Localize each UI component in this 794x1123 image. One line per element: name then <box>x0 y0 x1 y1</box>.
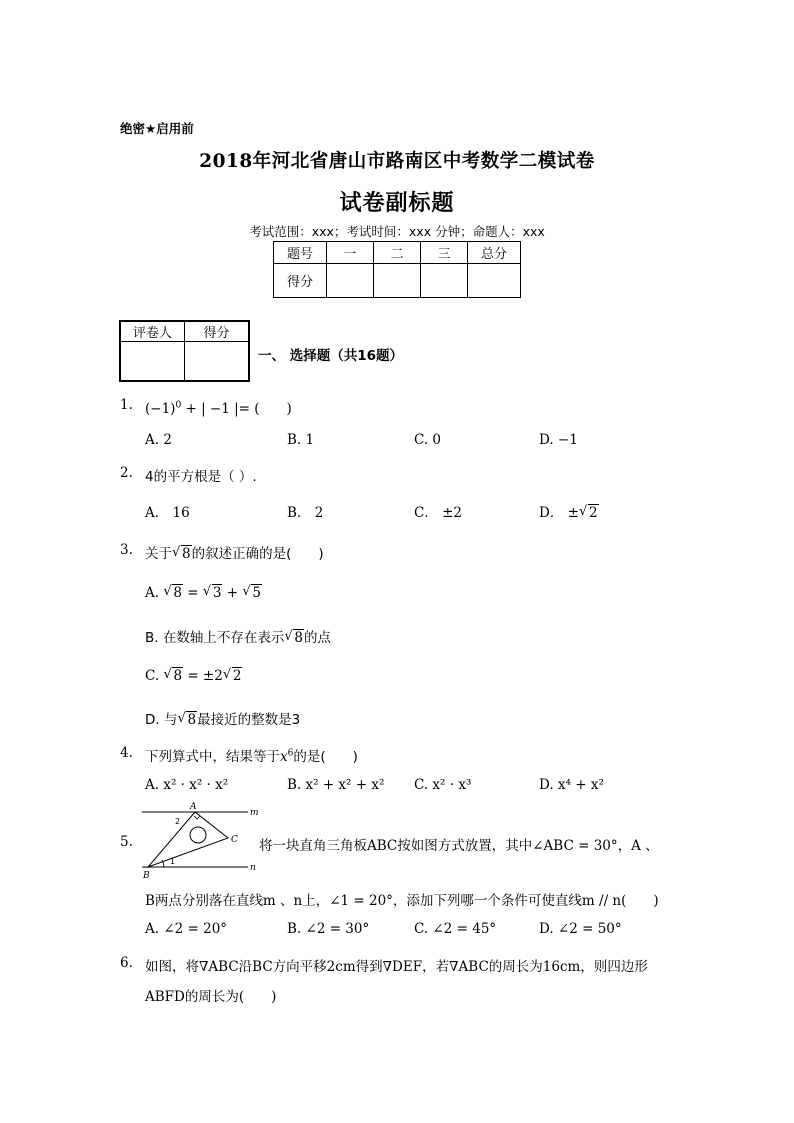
label-a: A <box>190 802 197 812</box>
section-title: 一、 选择题（共16题） <box>258 348 403 364</box>
score-header: 一 <box>327 242 374 264</box>
question-stem-line2: B两点分别落在直线m 、n上，∠1 = 20°，添加下列哪一个条件可使直线m // n( ) <box>145 893 659 909</box>
option-d[interactable]: D. 与√ 8最接近的整数是3 <box>145 708 300 728</box>
exam-info: 考试范围：xxx；考试时间：xxx 分钟；命题人：xxx <box>249 224 545 239</box>
option-c[interactable]: C. x² · x³ <box>414 777 472 793</box>
question-stem-line2: ABFD的周长为( ) <box>145 989 277 1005</box>
option-a[interactable]: A. 2 <box>145 432 172 448</box>
score-table <box>273 241 521 298</box>
option-a[interactable]: A. x² · x² · x² <box>145 777 229 793</box>
question-stem: 关于√ 8的叙述正确的是( ) <box>145 542 324 562</box>
option-b[interactable]: B. 1 <box>287 432 315 448</box>
option-b[interactable]: B. 在数轴上不存在表示√ 8的点 <box>145 626 331 646</box>
option-a[interactable]: A． 16 <box>145 505 190 521</box>
confidential-label: 绝密★启用前 <box>120 121 194 136</box>
score-header: 三 <box>421 242 468 264</box>
triangle-figure <box>140 800 260 880</box>
grader-header: 得分 <box>185 321 250 342</box>
question-number: 1. <box>120 397 133 413</box>
label-b: B <box>143 871 150 880</box>
option-d[interactable]: D． ±√ 2 <box>539 501 599 521</box>
option-a[interactable]: A. √ 8 = √ 3 + √ 5 <box>145 585 262 601</box>
option-b[interactable]: B. ∠2 = 30° <box>287 921 370 937</box>
label-c: C <box>231 835 238 845</box>
label-angle-1: 1 <box>170 857 176 866</box>
score-cell[interactable] <box>421 264 468 298</box>
label-n: n <box>250 863 256 873</box>
question-stem: 4的平方根是（ ）. <box>145 469 257 485</box>
question-stem: $(-1)^0$ + | −1 |= ( ) <box>145 400 292 417</box>
score-cell[interactable] <box>468 264 521 298</box>
question-stem: 下列算式中，结果等于$x^6$的是( ) <box>145 748 358 765</box>
grader-cell[interactable] <box>120 342 185 381</box>
option-b[interactable]: B． 2 <box>287 505 324 521</box>
option-c[interactable]: C. ∠2 = 45° <box>414 921 497 937</box>
question-stem-line1: 如图，将∇ABC沿BC方向平移2cm得到∇DEF，若∇ABC的周长为16cm，则四边形 <box>145 959 648 975</box>
label-m: m <box>250 808 259 818</box>
question-number: 6. <box>120 955 133 971</box>
score-row-label: 得分 <box>274 264 327 298</box>
score-header: 总分 <box>468 242 521 264</box>
option-d[interactable]: D. −1 <box>539 432 578 448</box>
exam-title: 2018年河北省唐山市路南区中考数学二模试卷 <box>199 151 595 172</box>
score-header: 二 <box>374 242 421 264</box>
score-cell[interactable] <box>327 264 374 298</box>
grader-cell[interactable] <box>185 342 250 381</box>
option-c[interactable]: C. √ 8 = ±2√ 2 <box>145 668 242 684</box>
question-number: 5. <box>120 834 133 850</box>
question-number: 3. <box>120 542 133 558</box>
grader-table <box>119 320 250 382</box>
exam-subtitle: 试卷副标题 <box>339 190 455 216</box>
question-number: 2. <box>120 465 133 481</box>
option-d[interactable]: D. ∠2 = 50° <box>539 921 622 937</box>
question-stem-line1: 将一块直角三角板ABC按如图方式放置，其中∠ABC = 30°，A 、 <box>259 838 659 854</box>
option-c[interactable]: C． ±2 <box>414 505 463 521</box>
option-b[interactable]: B. x² + x² + x² <box>287 777 385 793</box>
option-a[interactable]: A. ∠2 = 20° <box>145 921 228 937</box>
label-angle-2: 2 <box>175 817 181 826</box>
score-header: 题号 <box>274 242 327 264</box>
option-d[interactable]: D. x⁴ + x² <box>539 777 604 793</box>
grader-header: 评卷人 <box>120 321 185 342</box>
score-cell[interactable] <box>374 264 421 298</box>
option-c[interactable]: C. 0 <box>414 432 442 448</box>
question-number: 4. <box>120 745 133 761</box>
